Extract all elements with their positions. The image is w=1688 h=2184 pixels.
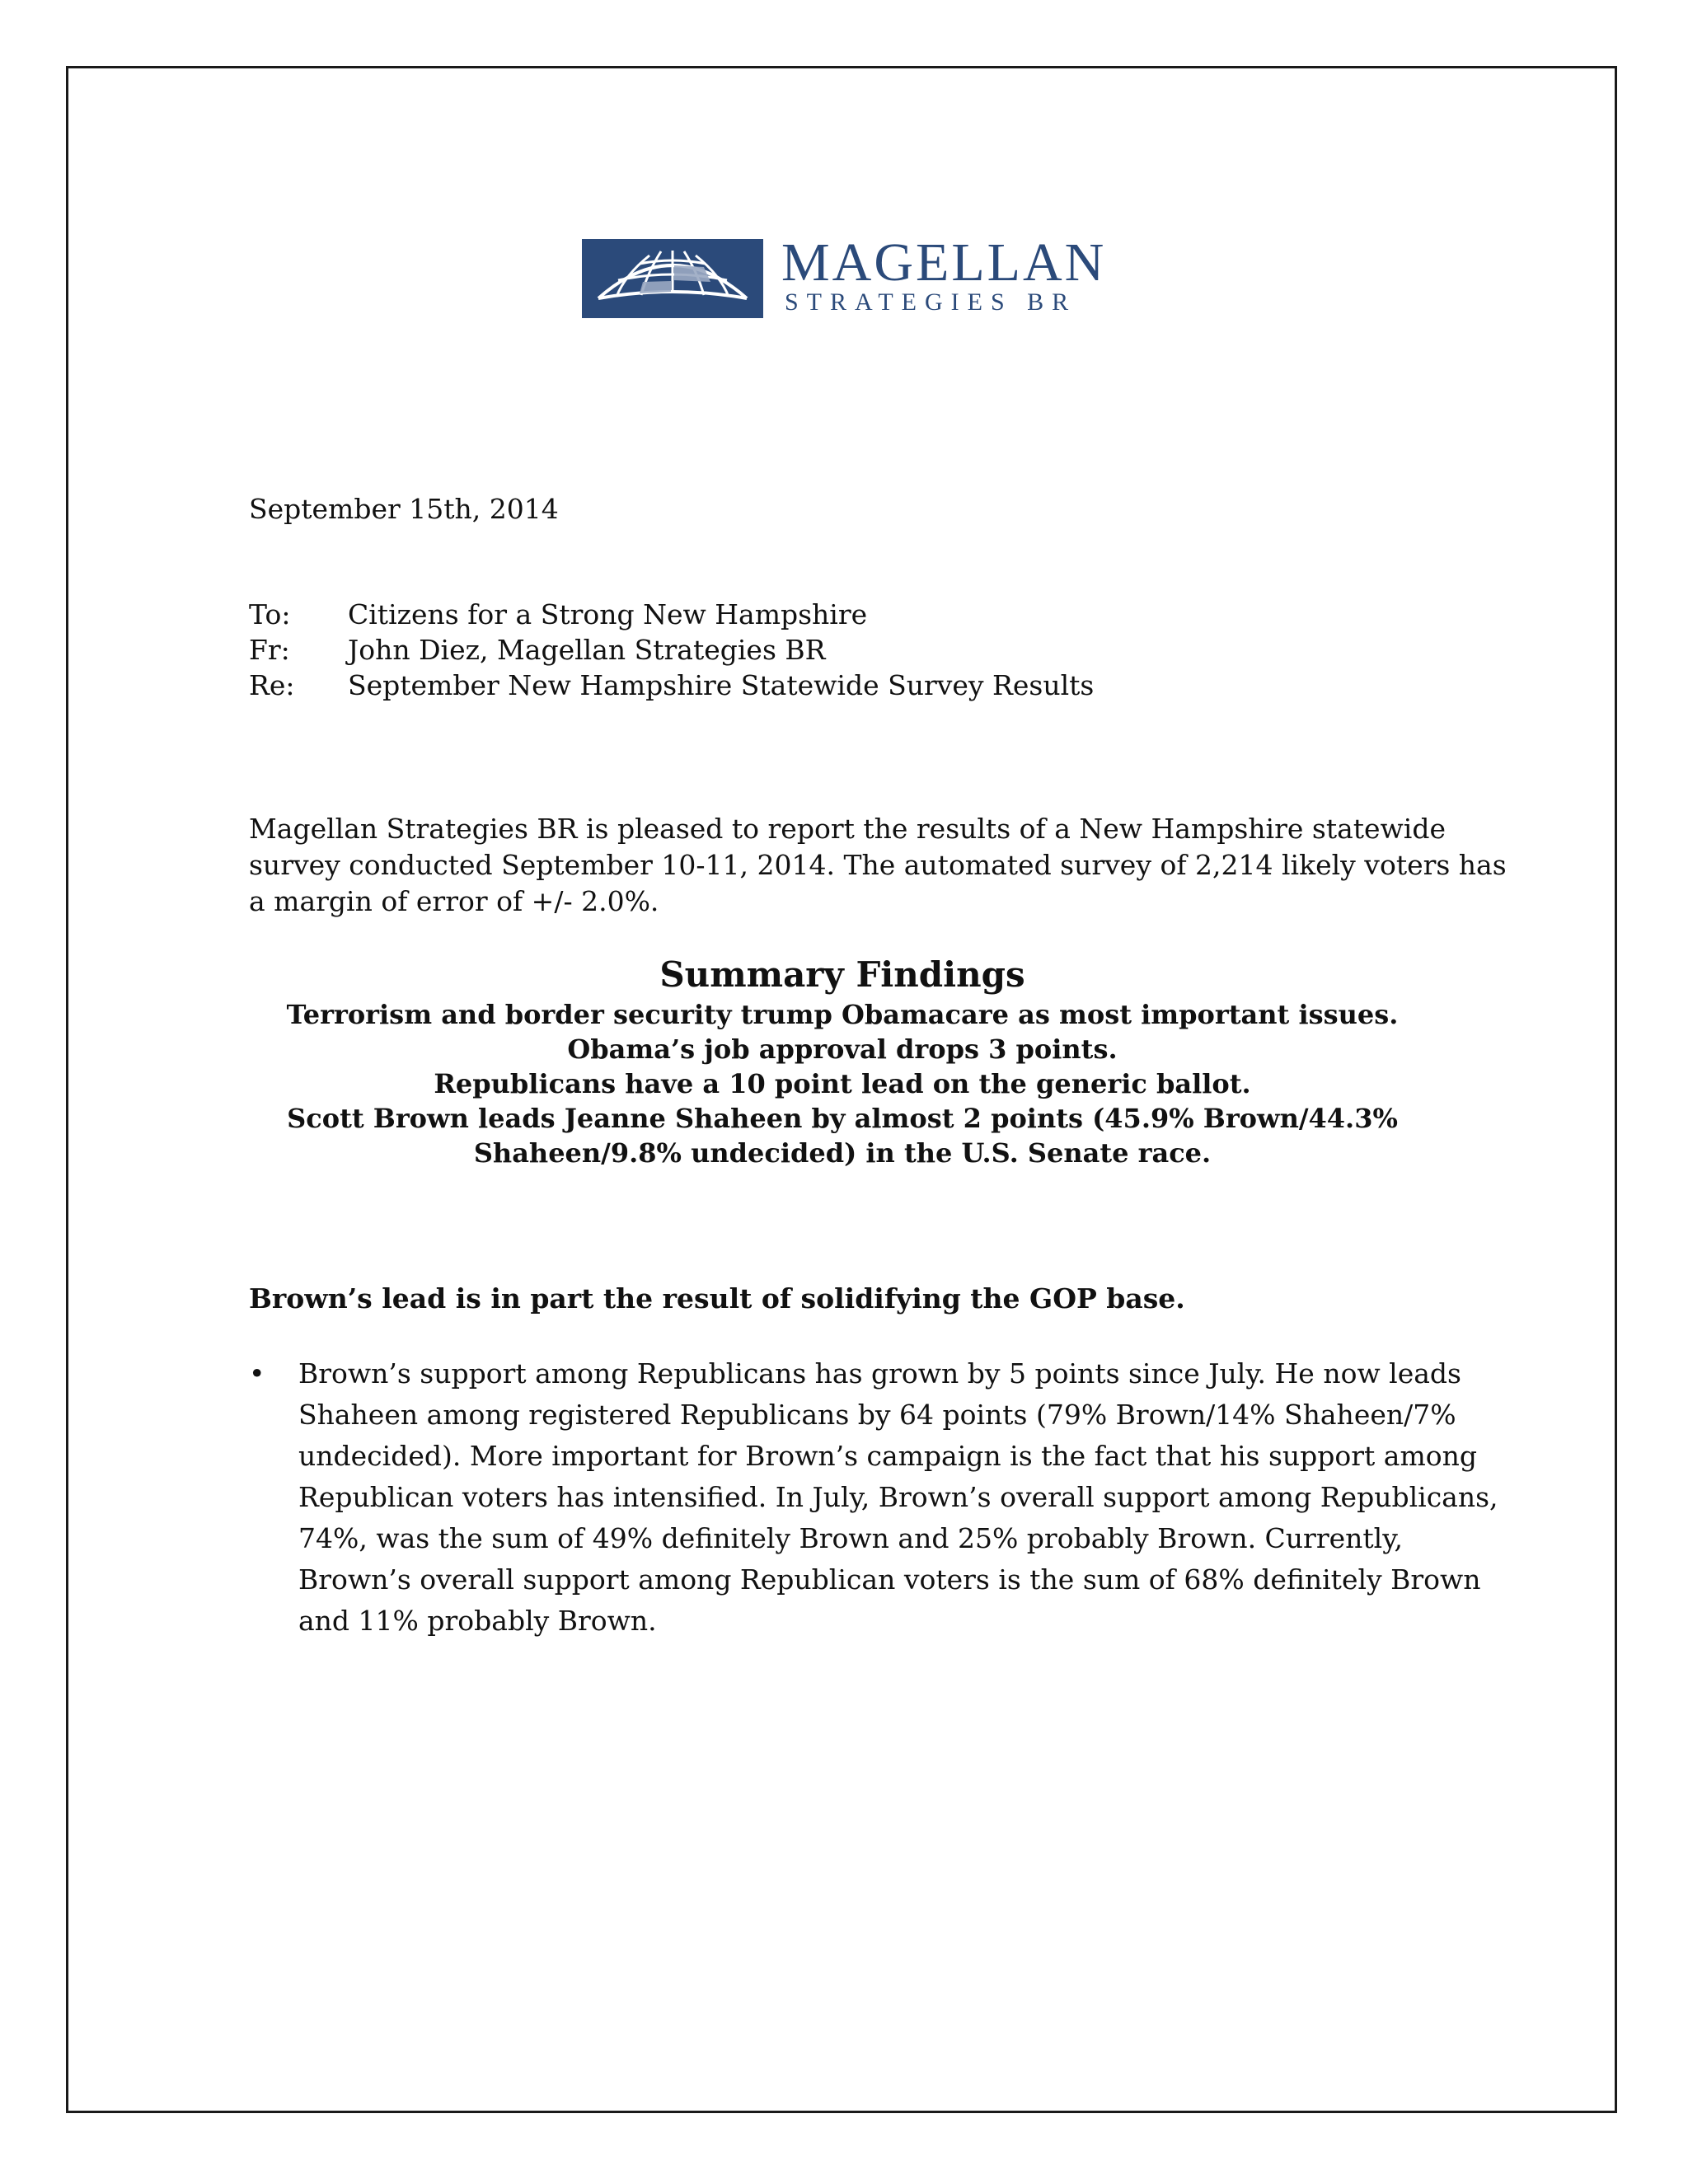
memo-from-value: John Diez, Magellan Strategies BR: [348, 634, 826, 666]
intro-paragraph: [249, 811, 1507, 920]
intro-line: Magellan Strategies BR is pleased to report the results of a New Hampshire statewide: [249, 813, 1447, 845]
bullet-text: [298, 1353, 1498, 1642]
logo-subtitle: STRATEGIES BR: [785, 288, 1077, 316]
memo-to-row: [249, 597, 867, 633]
summary-line: Shaheen/9.8% undecided) in the U.S. Senate race.: [473, 1137, 1212, 1169]
bullet-line: Shaheen among registered Republicans by 64 points (79% Brown/14% Shaheen/7%: [298, 1399, 1456, 1431]
bullet-line: undecided). More important for Brown’s campaign is the fact that his support among: [298, 1440, 1478, 1472]
summary-line: Republicans have a 10 point lead on the generic ballot.: [434, 1068, 1251, 1099]
bullet-line: Republican voters has intensified. In July, Brown’s overall support among Republicans,: [298, 1481, 1498, 1513]
bullet-line: Brown’s overall support among Republican voters is the sum of 68% definitely Brown: [298, 1563, 1481, 1596]
bullet-line: Brown’s support among Republicans has grown by 5 points since July. He now leads: [298, 1357, 1461, 1390]
memo-re-value: September New Hampshire Statewide Survey Results: [348, 669, 1095, 701]
memo-re-row: [249, 668, 1094, 704]
memo-to-label: To:: [249, 598, 291, 630]
memo-to-value: Citizens for a Strong New Hampshire: [348, 598, 868, 630]
memo-from-label: Fr:: [249, 634, 290, 666]
memo-date: September 15th, 2014: [249, 493, 559, 525]
globe-icon: [582, 239, 763, 318]
memo-re-label: Re:: [249, 669, 295, 701]
bullet-line: 74%, was the sum of 49% definitely Brown and 25% probably Brown. Currently,: [298, 1522, 1403, 1554]
summary-line: Obama’s job approval drops 3 points.: [567, 1033, 1118, 1065]
section-heading: Brown’s lead is in part the result of solidifying the GOP base.: [249, 1282, 1185, 1315]
intro-line: a margin of error of +/- 2.0%.: [249, 885, 659, 917]
summary-title: Summary Findings: [659, 954, 1025, 995]
intro-line: survey conducted September 10-11, 2014. The automated survey of 2,214 likely voters has: [249, 849, 1507, 881]
magellan-logo: [582, 232, 1107, 318]
logo-title: MAGELLAN: [781, 232, 1107, 293]
summary-findings: [249, 953, 1436, 1170]
memo-from-row: [249, 632, 825, 668]
bullet-line: and 11% probably Brown.: [298, 1605, 657, 1637]
summary-line: Terrorism and border security trump Obamacare as most important issues.: [286, 999, 1399, 1030]
bullet-icon: •: [249, 1357, 265, 1390]
summary-line: Scott Brown leads Jeanne Shaheen by almost 2 points (45.9% Brown/44.3%: [287, 1103, 1398, 1134]
